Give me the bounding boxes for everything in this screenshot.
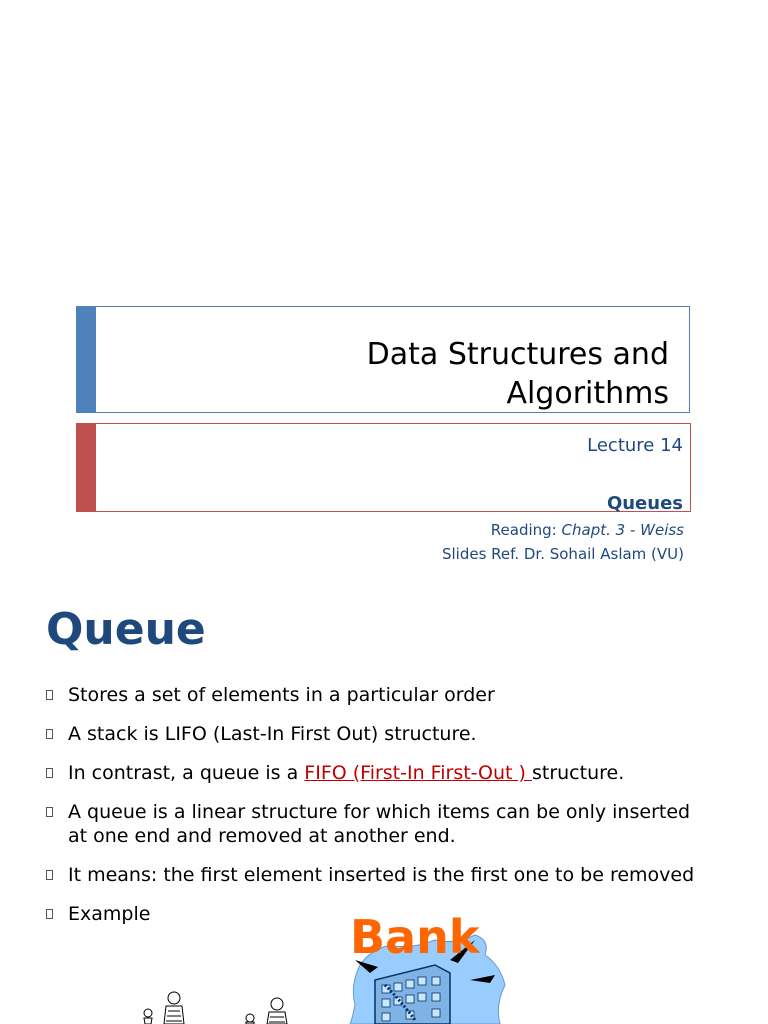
- bullet-icon: [46, 729, 53, 739]
- slides-reference: Slides Ref. Dr. Sohail Aslam (VU): [441, 545, 684, 563]
- bullet-text: Stores a set of elements in a particular order: [68, 684, 495, 706]
- lecture-number: Lecture 14: [587, 435, 683, 456]
- reading-reference: [491, 521, 684, 539]
- list-item: [46, 863, 706, 887]
- list-item: [46, 722, 706, 746]
- slide-title-line2: Algorithms: [506, 376, 669, 411]
- bullet-text: It means: the first element inserted is the first one to be removed: [68, 864, 695, 886]
- bullet-icon: [46, 690, 53, 700]
- slide-title-line1: Data Structures and: [366, 337, 669, 372]
- person-icon: [246, 1014, 254, 1024]
- bullet-list: [46, 683, 706, 941]
- reading-chapter: Chapt. 3: [561, 521, 626, 539]
- list-item: [46, 683, 706, 707]
- subtitle-accent-bar: [77, 424, 96, 511]
- person-icon: [144, 1009, 152, 1024]
- bullet-icon: [46, 807, 53, 817]
- reading-label: Reading:: [490, 521, 557, 539]
- bullet-icon: [46, 768, 53, 778]
- section-heading: Queue: [46, 604, 206, 655]
- title-box: [76, 306, 690, 413]
- title-accent-bar: [77, 307, 96, 412]
- bullet-text: Example: [68, 903, 151, 925]
- queue-people-illustration: [130, 985, 300, 1024]
- reading-author: Weiss: [640, 521, 684, 539]
- bullet-text: A stack is LIFO (Last-In First Out) structure.: [68, 723, 477, 745]
- person-icon: [164, 992, 184, 1024]
- fifo-highlight: FIFO (First-In First-Out ): [304, 762, 532, 784]
- bullet-icon: [46, 870, 53, 880]
- bank-label: Bank: [350, 910, 480, 964]
- reading-separator: -: [625, 521, 641, 539]
- person-icon: [267, 998, 287, 1024]
- list-item: [46, 761, 706, 785]
- list-item: [46, 800, 706, 848]
- bullet-text-after: structure.: [531, 762, 625, 784]
- bullet-text: A queue is a linear structure for which items can be only inserted at one end and removed at another end.: [68, 801, 691, 847]
- lecture-topic: Queues: [606, 493, 683, 514]
- bullet-text-before: In contrast, a queue is a: [68, 762, 305, 784]
- bullet-icon: [46, 909, 53, 919]
- subtitle-box: [76, 423, 691, 512]
- slide-title: [367, 335, 669, 413]
